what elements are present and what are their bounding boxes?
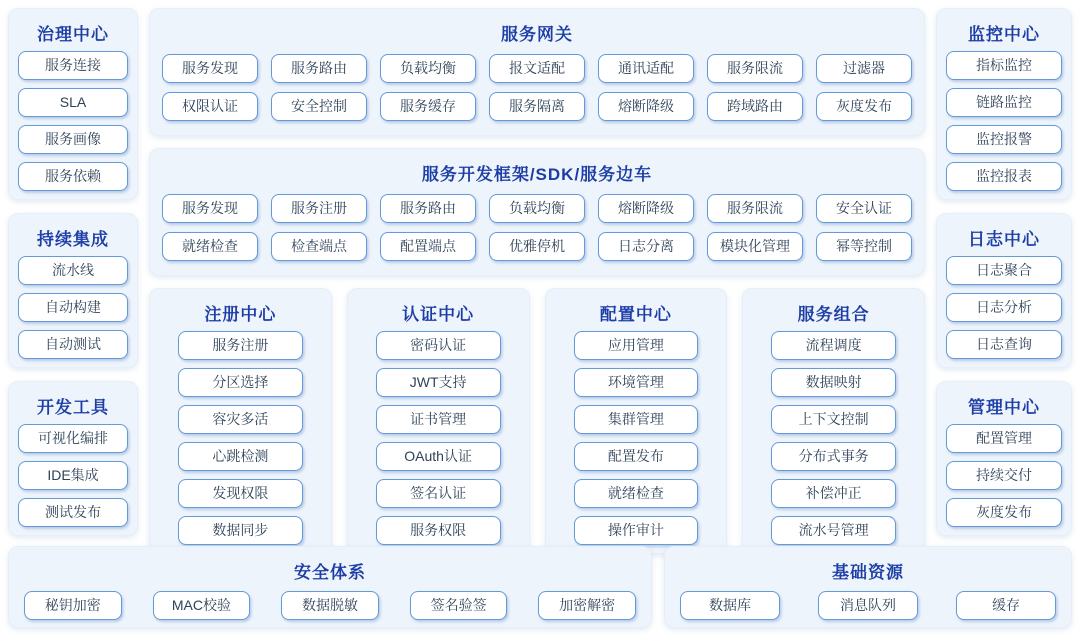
- ci-item: 流水线: [18, 256, 128, 285]
- monitoring-item: 指标监控: [946, 51, 1062, 80]
- security-item: 数据脱敏: [281, 591, 379, 620]
- governance-item: 服务画像: [18, 125, 128, 154]
- sdk-item: 日志分离: [598, 232, 694, 261]
- logging-item: 日志聚合: [946, 256, 1062, 285]
- composition-item: 流水号管理: [771, 516, 896, 545]
- security-item: 加密解密: [538, 591, 636, 620]
- sdk-item: 服务发现: [162, 194, 258, 223]
- sdk-item: 检查端点: [271, 232, 367, 261]
- sdk-item: 负载均衡: [489, 194, 585, 223]
- panel-ci: [8, 213, 138, 368]
- logging-item: 日志分析: [946, 293, 1062, 322]
- config-item: 就绪检查: [574, 479, 699, 508]
- registry-item: 发现权限: [178, 479, 303, 508]
- gateway-row-2: [162, 92, 912, 121]
- registry-items: [178, 331, 303, 545]
- gateway-item: 服务缓存: [380, 92, 476, 121]
- panel-auth-title: 认证中心: [402, 305, 475, 324]
- security-item: 秘钥加密: [24, 591, 122, 620]
- gateway-row-1: [162, 54, 912, 83]
- governance-item: 服务依赖: [18, 162, 128, 191]
- composition-item: 数据映射: [771, 368, 896, 397]
- composition-item: 分布式事务: [771, 442, 896, 471]
- config-item: 操作审计: [574, 516, 699, 545]
- devtools-item: 可视化编排: [18, 424, 128, 453]
- right-column: [936, 8, 1072, 535]
- sdk-item: 就绪检查: [162, 232, 258, 261]
- panel-composition: [742, 288, 925, 554]
- gateway-item: 过滤器: [816, 54, 912, 83]
- panel-logging-title: 日志中心: [968, 230, 1040, 249]
- monitoring-item: 链路监控: [946, 88, 1062, 117]
- panel-management-title: 管理中心: [968, 398, 1040, 417]
- auth-item: 密码认证: [376, 331, 501, 360]
- gateway-item: 灰度发布: [816, 92, 912, 121]
- resources-item: 数据库: [680, 591, 780, 620]
- logging-item: 日志查询: [946, 330, 1062, 359]
- panel-monitoring: [936, 8, 1072, 200]
- sdk-item: 配置端点: [380, 232, 476, 261]
- gateway-item: 服务限流: [707, 54, 803, 83]
- panel-config: [545, 288, 728, 554]
- ci-items: [18, 256, 128, 359]
- sdk-item: 熔断降级: [598, 194, 694, 223]
- config-item: 环境管理: [574, 368, 699, 397]
- panel-sdk: [149, 148, 925, 276]
- gateway-item: 跨域路由: [707, 92, 803, 121]
- panel-resources: [664, 546, 1072, 628]
- panel-registry: [149, 288, 332, 554]
- resources-items: [680, 591, 1056, 620]
- management-item: 配置管理: [946, 424, 1062, 453]
- gateway-item: 熔断降级: [598, 92, 694, 121]
- config-item: 配置发布: [574, 442, 699, 471]
- management-item: 持续交付: [946, 461, 1062, 490]
- gateway-item: 权限认证: [162, 92, 258, 121]
- bottom-row: [8, 546, 1072, 628]
- sdk-item: 服务路由: [380, 194, 476, 223]
- panel-gateway-title: 服务网关: [501, 25, 573, 44]
- governance-item: SLA: [18, 88, 128, 117]
- security-items: [24, 591, 636, 620]
- monitoring-item: 监控报警: [946, 125, 1062, 154]
- sdk-item: 服务注册: [271, 194, 367, 223]
- security-item: MAC校验: [153, 591, 251, 620]
- devtools-items: [18, 424, 128, 527]
- governance-items: [18, 51, 128, 191]
- auth-item: 签名认证: [376, 479, 501, 508]
- auth-item: OAuth认证: [376, 442, 501, 471]
- config-item: 应用管理: [574, 331, 699, 360]
- ci-item: 自动构建: [18, 293, 128, 322]
- composition-item: 补偿冲正: [771, 479, 896, 508]
- panel-devtools-title: 开发工具: [37, 398, 109, 417]
- panel-governance-title: 治理中心: [37, 25, 109, 44]
- registry-item: 容灾多活: [178, 405, 303, 434]
- config-items: [574, 331, 699, 545]
- ci-item: 自动测试: [18, 330, 128, 359]
- registry-item: 心跳检测: [178, 442, 303, 471]
- management-items: [946, 424, 1062, 527]
- gateway-item: 报文适配: [489, 54, 585, 83]
- monitoring-items: [946, 51, 1062, 191]
- gateway-item: 服务路由: [271, 54, 367, 83]
- logging-items: [946, 256, 1062, 359]
- panel-sdk-title: 服务开发框架/SDK/服务边车: [421, 165, 653, 184]
- gateway-item: 通讯适配: [598, 54, 694, 83]
- sdk-row-2: [162, 232, 912, 261]
- panel-governance: [8, 8, 138, 200]
- governance-item: 服务连接: [18, 51, 128, 80]
- sdk-item: 模块化管理: [707, 232, 803, 261]
- panel-ci-title: 持续集成: [37, 230, 109, 249]
- panel-gateway: [149, 8, 925, 136]
- main-area: [8, 8, 1072, 538]
- panel-auth: [347, 288, 530, 554]
- config-item: 集群管理: [574, 405, 699, 434]
- panel-security-title: 安全体系: [294, 563, 366, 582]
- gateway-item: 安全控制: [271, 92, 367, 121]
- monitoring-item: 监控报表: [946, 162, 1062, 191]
- composition-item: 上下文控制: [771, 405, 896, 434]
- management-item: 灰度发布: [946, 498, 1062, 527]
- gateway-item: 服务发现: [162, 54, 258, 83]
- registry-item: 分区选择: [178, 368, 303, 397]
- panel-devtools: [8, 381, 138, 536]
- auth-items: [376, 331, 501, 545]
- composition-item: 流程调度: [771, 331, 896, 360]
- auth-item: 服务权限: [376, 516, 501, 545]
- security-item: 签名验签: [410, 591, 508, 620]
- panel-resources-title: 基础资源: [832, 563, 904, 582]
- panel-management: [936, 381, 1072, 536]
- devtools-item: 测试发布: [18, 498, 128, 527]
- panel-security: [8, 546, 652, 628]
- auth-item: JWT支持: [376, 368, 501, 397]
- sdk-item: 服务限流: [707, 194, 803, 223]
- left-column: [8, 8, 138, 535]
- sdk-item: 幂等控制: [816, 232, 912, 261]
- composition-items: [771, 331, 896, 545]
- resources-item: 消息队列: [818, 591, 918, 620]
- panel-composition-title: 服务组合: [797, 305, 870, 324]
- panel-config-title: 配置中心: [599, 305, 672, 324]
- devtools-item: IDE集成: [18, 461, 128, 490]
- panel-monitoring-title: 监控中心: [968, 25, 1040, 44]
- registry-item: 数据同步: [178, 516, 303, 545]
- center-sub-columns: [149, 288, 925, 554]
- sdk-item: 优雅停机: [489, 232, 585, 261]
- gateway-item: 服务隔离: [489, 92, 585, 121]
- registry-item: 服务注册: [178, 331, 303, 360]
- gateway-item: 负载均衡: [380, 54, 476, 83]
- auth-item: 证书管理: [376, 405, 501, 434]
- sdk-row-1: [162, 194, 912, 223]
- panel-logging: [936, 213, 1072, 368]
- resources-item: 缓存: [956, 591, 1056, 620]
- panel-registry-title: 注册中心: [204, 305, 277, 324]
- center-column: [149, 8, 925, 538]
- sdk-item: 安全认证: [816, 194, 912, 223]
